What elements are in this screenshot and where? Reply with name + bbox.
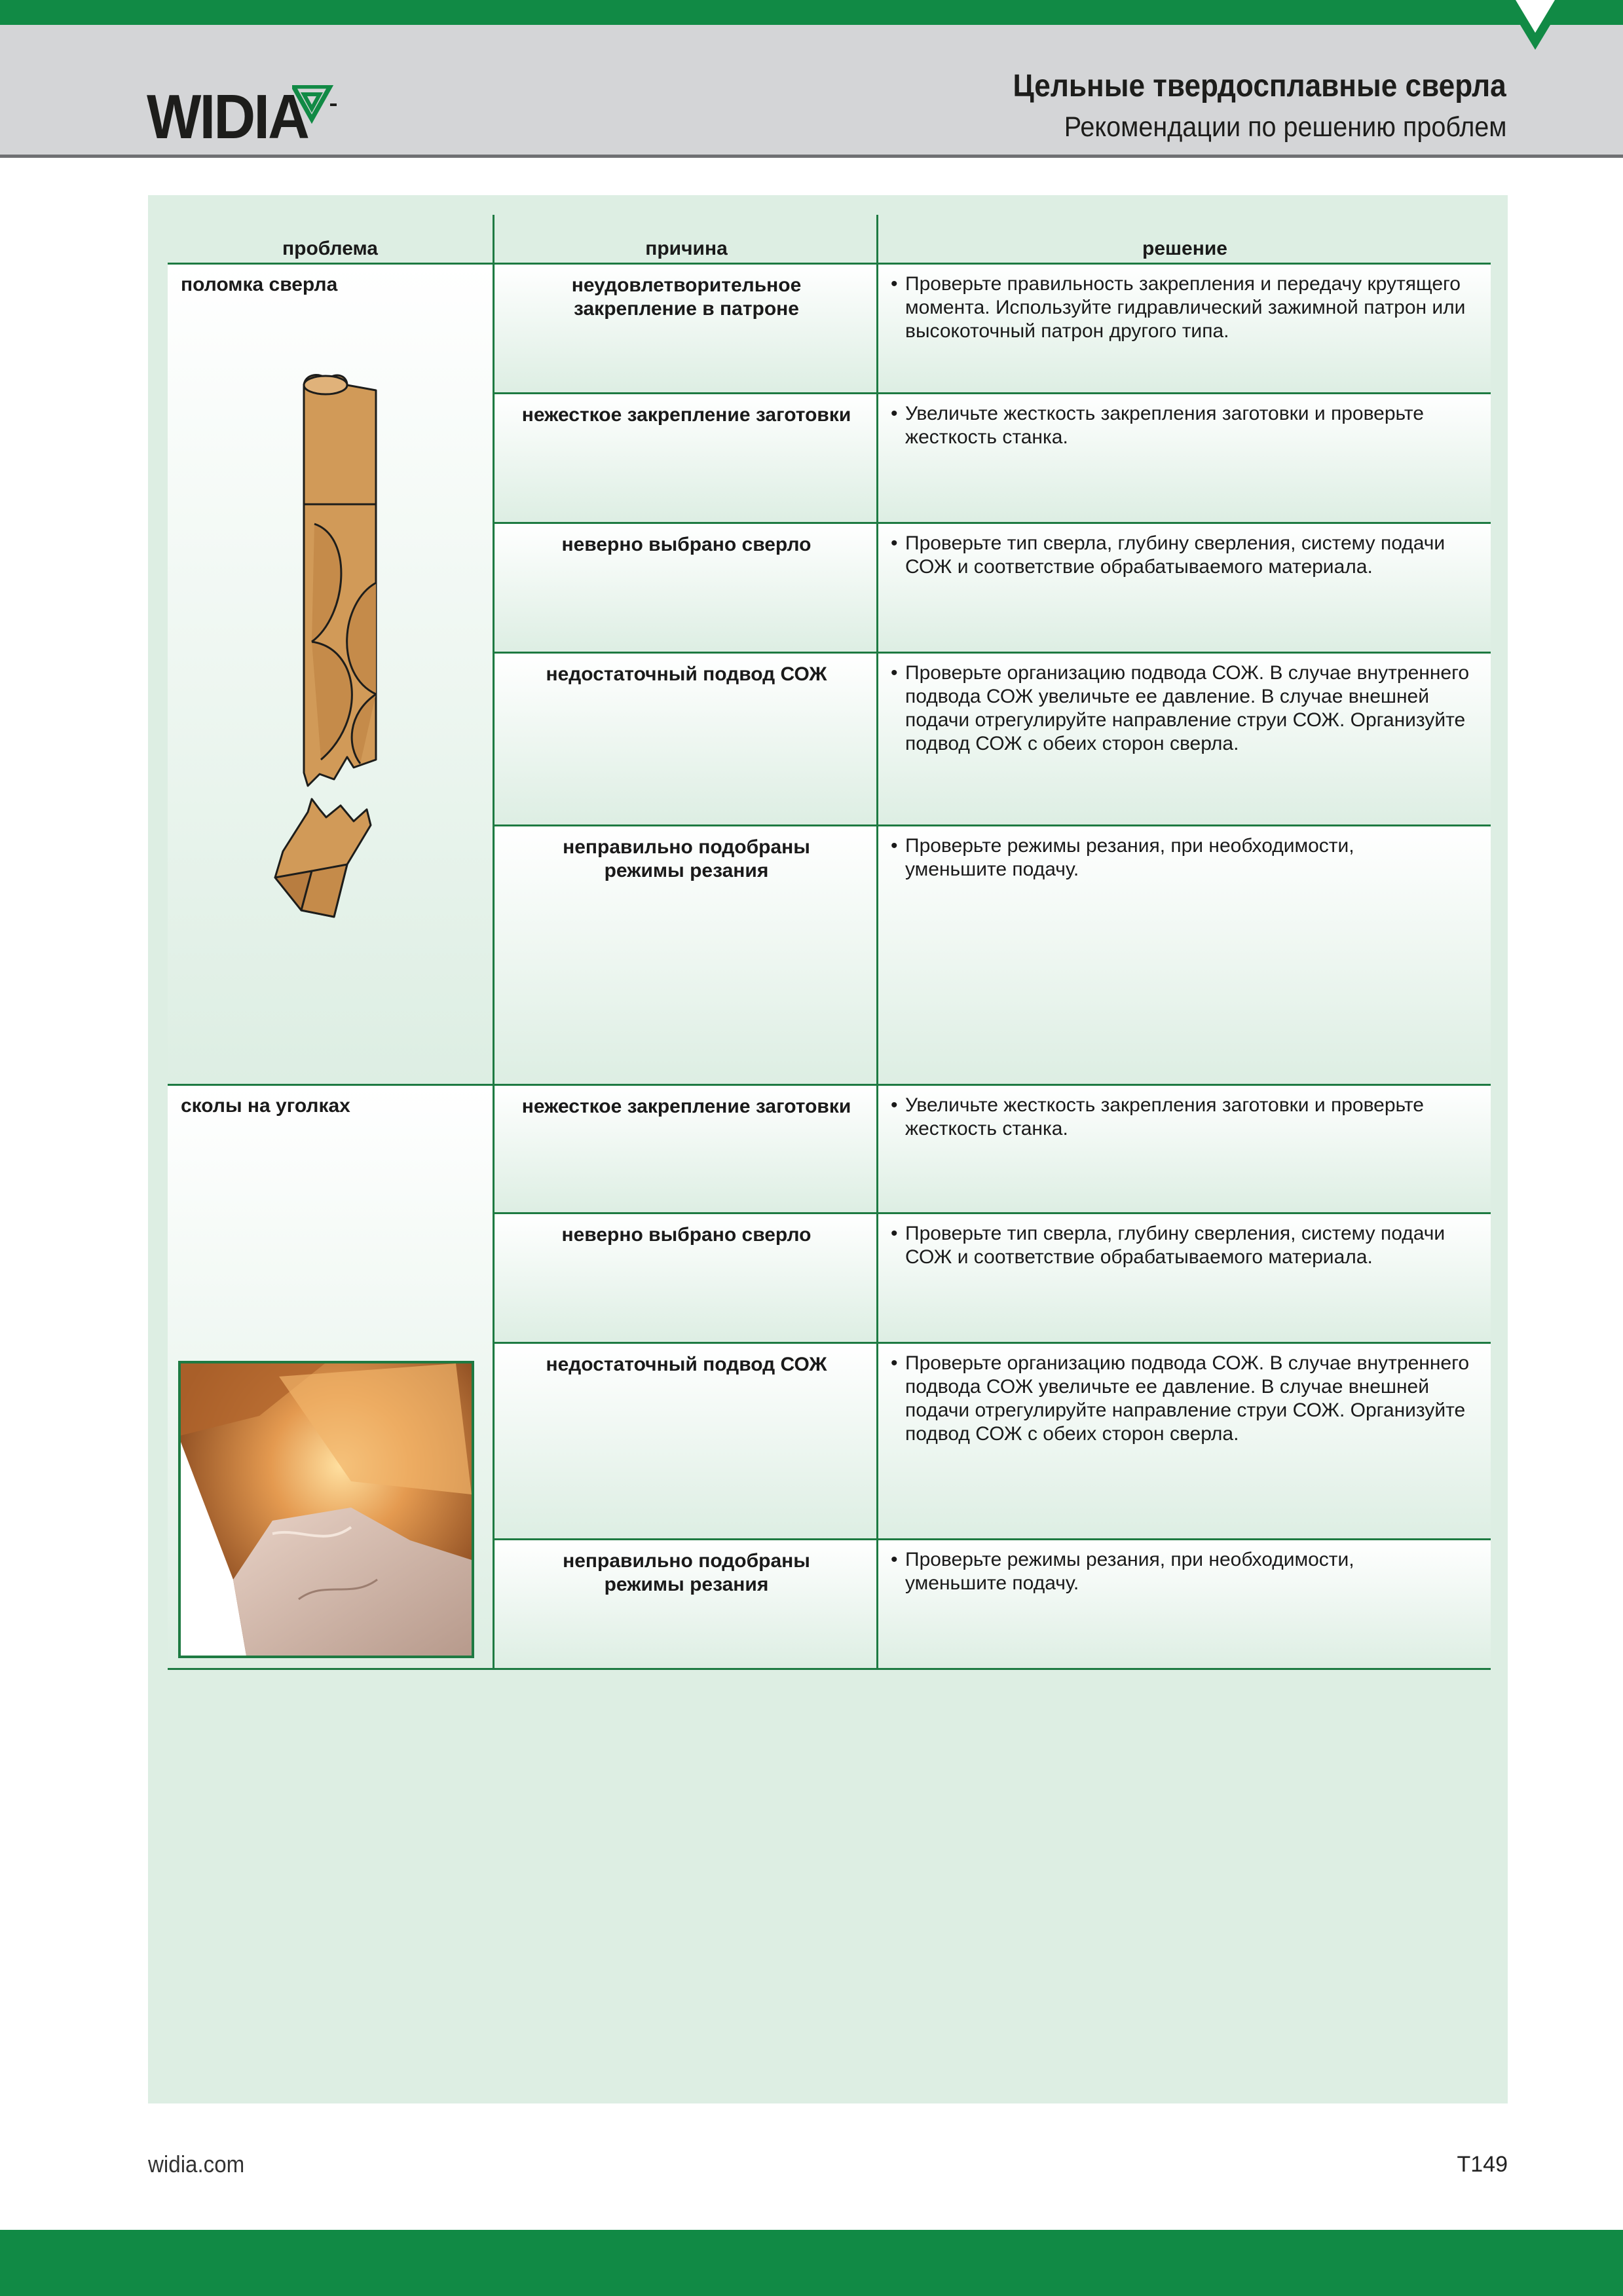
cause-cell: нежесткое закрепление заготовки [521,1096,851,1117]
divider-r3 [493,652,1491,654]
header-problem: проблема [282,238,378,259]
solution-cell: • Проверьте тип сверла, глубину сверления, систему подачи СОЖ и соответствие обрабатываемого материала. [891,532,1446,578]
page-number: T149 [1457,2152,1508,2177]
divider-r7 [493,1342,1491,1344]
solution-cell: • Проверьте организацию подвода СОЖ. В случае внутреннего подвода СОЖ увеличьте ее давление. В случае внешней подачи отрегулируйте направление струи СОЖ. Организуйте подвод СОЖ с обеих сторон сверла. [891,1352,1470,1445]
header-cause: причина [645,238,728,259]
cause-cell: недостаточный подвод СОЖ [546,663,827,685]
cause-cell: неправильно подобраны режимы резания [563,836,810,881]
solution-cell: • Проверьте тип сверла, глубину сверления, систему подачи СОЖ и соответствие обрабатываемого материала. [891,1223,1446,1268]
logo-wordmark: WIDIA [147,82,308,152]
divider-v2 [876,215,878,1670]
solution-cell: • Проверьте режимы резания, при необходимости, уменьшите подачу. [891,1549,1354,1594]
page-subtitle: Рекомендации по решению проблем [1064,111,1506,143]
cause-cell: неудовлетворительное закрепление в патроне [571,274,802,320]
solution-cell: • Проверьте режимы резания, при необходимости, уменьшите подачу. [891,835,1354,880]
header-solution: решение [1142,238,1227,259]
photo-drawing [181,1363,472,1656]
divider-r6 [493,1212,1491,1214]
top-green-bar [0,0,1623,25]
divider-header [168,263,1491,265]
chipped-corner-photo [178,1361,474,1658]
divider-r8 [493,1538,1491,1540]
page-header [0,25,1623,158]
solution-cell: • Проверьте правильность закрепления и передачу крутящего момента. Используйте гидравлический зажимной патрон или высокоточный патрон другого типа. [891,273,1466,342]
widia-triangle-logo-icon [292,85,338,124]
solution-cell: • Увеличьте жесткость закрепления заготовки и проверьте жесткость станка. [891,403,1424,448]
cause-cell: неверно выбрано сверло [561,1224,811,1246]
divider-v1 [493,215,494,1670]
footer-url[interactable]: widia.com [148,2151,245,2177]
corner-tab-icon [1505,0,1565,52]
page-title: Цельные твердосплавные сверла [1013,69,1506,103]
divider-r2 [493,522,1491,524]
divider-group [168,1084,1491,1086]
cause-cell: нежесткое закрепление заготовки [521,404,851,426]
cause-cell: неправильно подобраны режимы резания [563,1550,810,1595]
cause-cell: неверно выбрано сверло [561,534,811,555]
solution-cell: • Увеличьте жесткость закрепления заготовки и проверьте жесткость станка. [891,1094,1424,1139]
divider-r4 [493,824,1491,826]
divider-r1 [493,392,1491,394]
problem-label: поломка сверла [181,274,338,295]
divider-bottom [168,1668,1491,1670]
problem-label: сколы на уголках [181,1095,350,1117]
cause-cell: недостаточный подвод СОЖ [546,1354,827,1375]
solution-cell: • Проверьте организацию подвода СОЖ. В случае внутреннего подвода СОЖ увеличьте ее давление. В случае внешней подачи отрегулируйте направление струи СОЖ. Организуйте подвод СОЖ с обеих сторон сверла. [891,662,1470,754]
broken-drill-illustration [249,367,393,923]
bottom-green-bar [0,2230,1623,2296]
